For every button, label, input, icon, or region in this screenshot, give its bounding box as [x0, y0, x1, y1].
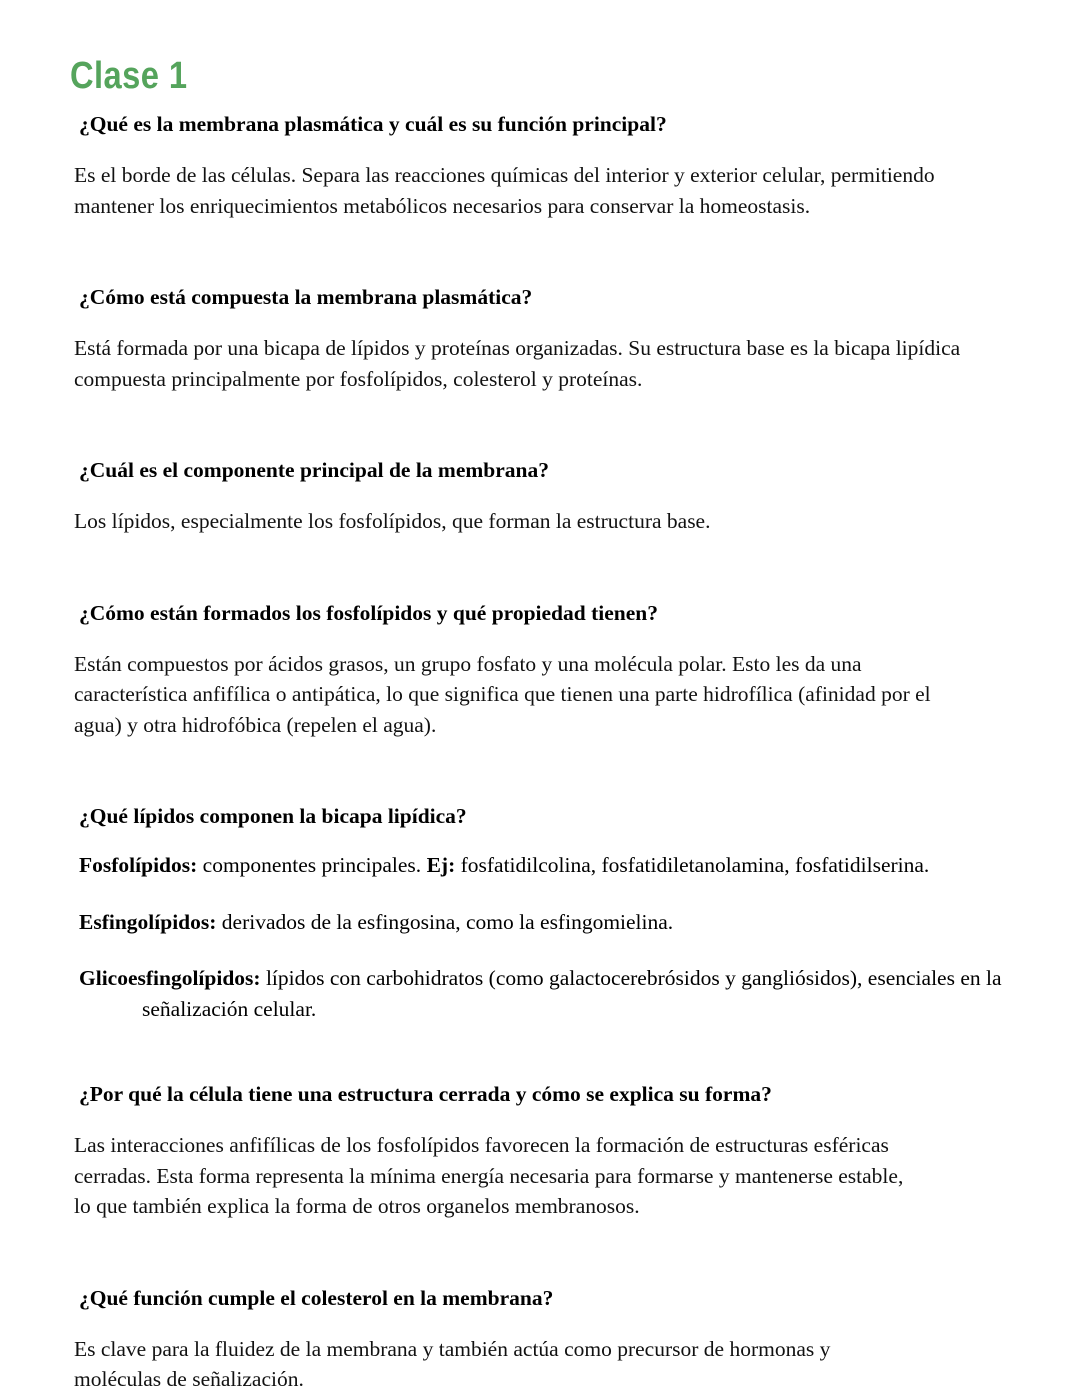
section-spacer — [0, 394, 1080, 456]
question-heading: ¿Cómo están formados los fosfolípidos y qué propiedad tienen? — [79, 600, 658, 625]
list-item-text: derivados de la esfingosina, como la esfingomielina. — [216, 909, 674, 934]
list-item — [79, 963, 1014, 1024]
qa-section-membrana-composicion — [0, 283, 1080, 394]
qa-section-estructura-cerrada — [0, 1080, 1080, 1222]
list-item-term: Esfingolípidos: — [79, 909, 217, 934]
answer-paragraph: Los lípidos, especialmente los fosfolípidos, que forman la estructura base. — [74, 509, 711, 533]
section-spacer — [0, 537, 1080, 599]
list-item-inline-bold: Ej: — [426, 853, 456, 877]
list-item-term: Fosfolípidos: — [79, 853, 198, 877]
qa-section-colesterol-funcion — [0, 1284, 1080, 1395]
list-item — [79, 850, 1014, 881]
question-heading: ¿Qué es la membrana plasmática y cuál es su función principal? — [79, 112, 667, 136]
question-heading: ¿Cuál es el componente principal de la membrana? — [79, 458, 549, 482]
list-item — [79, 907, 1014, 938]
section-spacer — [0, 1024, 1080, 1080]
qa-section-lipidos-bicapa — [0, 802, 1080, 1024]
answer-paragraph: Están compuestos por ácidos grasos, un grupo fosfato y una molécula polar. Esto les da una característica anfifílica o antipática, lo que significa que tienen una parte hidrofílica (afinidad por el agua) y otra hidrofóbica (repelen el agua). — [74, 651, 931, 737]
answer-paragraph: Las interacciones anfifílicas de los fosfolípidos favorecen la formación de estructuras esféricas cerradas. Esta forma representa la mínima energía necesaria para formarse y mantenerse estable, lo que también explica la forma de otros organelos membranosos. — [74, 1133, 904, 1218]
question-heading: ¿Cómo está compuesta la membrana plasmática? — [79, 285, 533, 309]
page-title: Clase 1 — [70, 55, 188, 97]
section-spacer — [0, 740, 1080, 802]
list-item-text-after: fosfatidilcolina, fosfatidiletanolamina, fosfatidilserina. — [455, 853, 930, 877]
question-heading: ¿Qué función cumple el colesterol en la membrana? — [79, 1285, 554, 1310]
answer-paragraph: Es clave para la fluidez de la membrana y también actúa como precursor de hormonas y moléculas de señalización. — [74, 1336, 831, 1391]
answer-paragraph: Es el borde de las células. Separa las reacciones químicas del interior y exterior celular, permitiendo mantener los enriquecimientos metabólicos necesarios para conservar la homeostasis. — [74, 163, 935, 218]
qa-section-fosfolipidos-formacion — [0, 599, 1080, 741]
qa-section-membrana-definicion — [0, 110, 1080, 221]
question-heading: ¿Por qué la célula tiene una estructura cerrada y cómo se explica su forma? — [79, 1082, 772, 1106]
section-spacer — [0, 221, 1080, 283]
list-item-text-before: componentes principales. — [197, 853, 427, 877]
list-item-text: lípidos con carbohidratos (como galactocerebrósidos y gangliósidos), esenciales en la señalización celular. — [142, 966, 1002, 1021]
answer-paragraph: Está formada por una bicapa de lípidos y proteínas organizadas. Su estructura base es la bicapa lipídica compuesta principalmente por fosfolípidos, colesterol y proteínas. — [74, 336, 961, 391]
list-item-term: Glicoesfingolípidos: — [79, 966, 261, 990]
question-heading: ¿Qué lípidos componen la bicapa lipídica? — [79, 804, 467, 828]
section-spacer — [0, 1222, 1080, 1284]
qa-section-componente-principal — [0, 456, 1080, 537]
lipid-list — [74, 850, 1014, 1024]
document-body — [0, 110, 1080, 1395]
